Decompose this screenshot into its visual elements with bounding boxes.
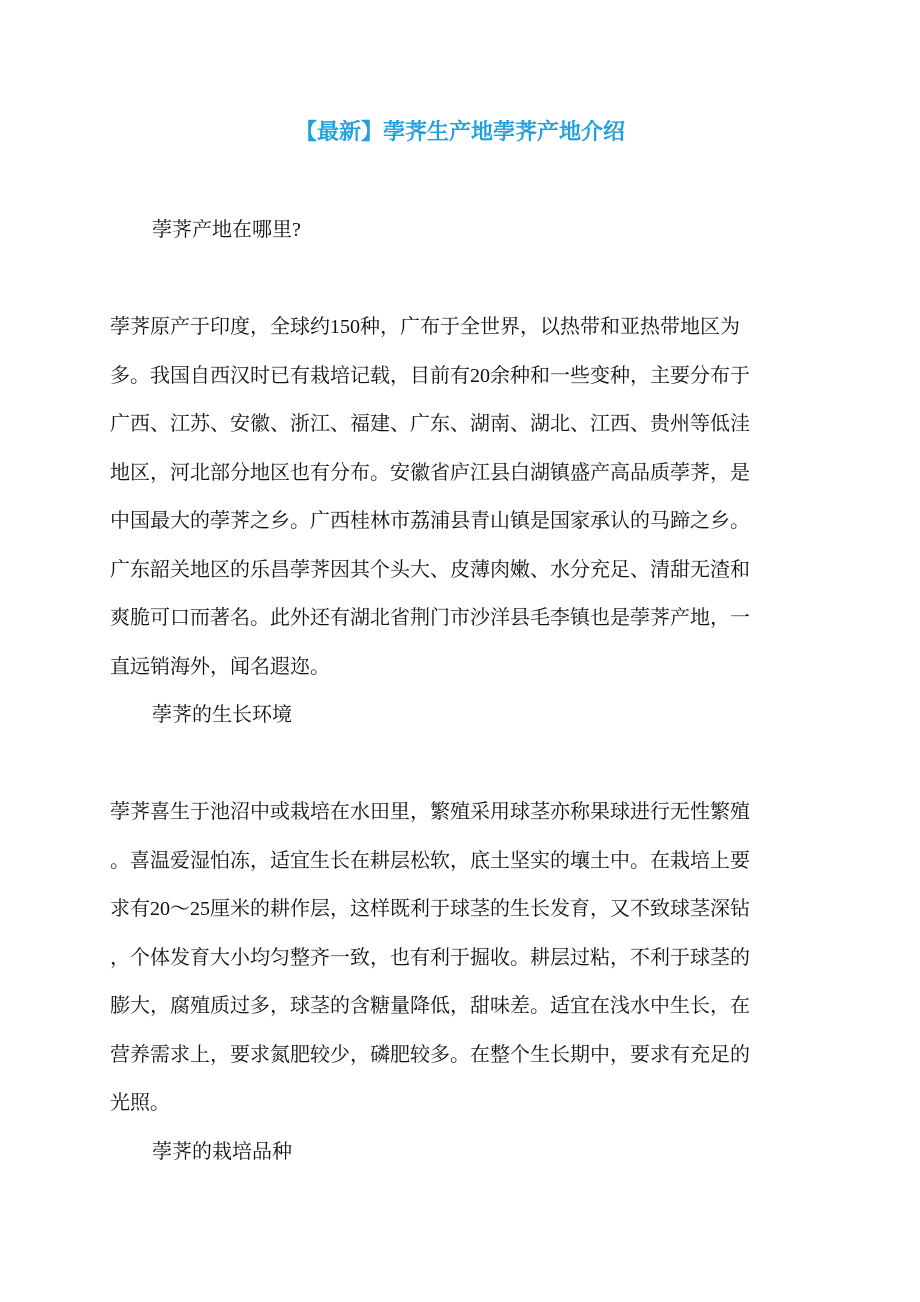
paragraph-line: 多。我国自西汉时已有栽培记载，目前有20余种和一些变种，主要分布于 [110,364,750,387]
paragraph-line: 爽脆可口而著名。此外还有湖北省荆门市沙洋县毛李镇也是荸荠产地，一 [110,607,750,629]
paragraph-line: 广西、江苏、安徽、浙江、福建、广东、湖南、湖北、江西、贵州等低洼 [110,413,750,435]
paragraph [110,303,810,691]
paragraph-line: 。喜温爱湿怕冻，适宜生长在耕层松软，底土坚实的壤土中。在栽培上要 [110,849,750,872]
paragraph-line: 求有20～25厘米的耕作层，这样既利于球茎的生长发育，又不致球茎深钻 [110,898,750,920]
paragraph-line: 直远销海外，闻名遐迩。 [110,655,330,678]
paragraph-line: 地区，河北部分地区也有分布。安徽省庐江县白湖镇盛产高品质荸荠，是 [110,461,750,484]
paragraph-line: 膨大，腐殖质过多，球茎的含糖量降低，甜味差。适宜在浅水中生长，在 [110,995,750,1017]
document-title: 【最新】荸荠生产地荸荠产地介绍 [294,120,625,145]
section-heading: 荸荠的生长环境 [152,704,292,726]
paragraph-line: 营养需求上，要求氮肥较少，磷肥较多。在整个生长期中，要求有充足的 [110,1043,750,1066]
paragraph-line: 广东韶关地区的乐昌荸荠因其个头大、皮薄肉嫩、水分充足、清甜无渣和 [110,558,750,581]
spacer [110,740,810,789]
document-body [110,206,810,1176]
paragraph-line: 荸荠原产于印度，全球约150种，广布于全世界，以热带和亚热带地区为 [110,316,740,338]
paragraph-line: 中国最大的荸荠之乡。广西桂林市荔浦县青山镇是国家承认的马蹄之乡。 [110,510,750,532]
section-heading: 荸荠产地在哪里? [152,219,301,241]
section-heading: 荸荠的栽培品种 [152,1140,292,1163]
paragraph-line: 荸荠喜生于池沼中或栽培在水田里，繁殖采用球茎亦称果球进行无性繁殖 [110,801,750,823]
spacer [110,255,810,304]
paragraph-line: ，个体发育大小均匀整齐一致，也有利于掘收。耕层过粘，不利于球茎的 [110,946,750,969]
paragraph-line: 光照。 [110,1092,170,1114]
paragraph [110,788,810,1128]
